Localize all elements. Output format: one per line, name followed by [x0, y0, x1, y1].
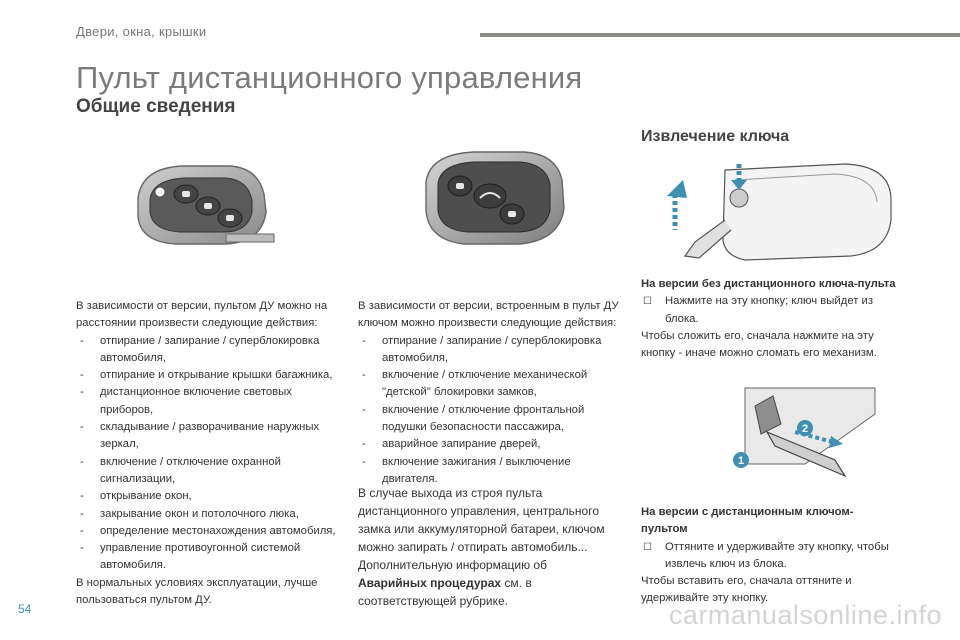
more-info-end: см. в соответствующей рубрике.	[358, 576, 532, 608]
key-eject-image	[655, 160, 895, 265]
block2-step	[641, 539, 899, 574]
middle-failure-block	[358, 484, 626, 610]
block2-step-text: Оттяните и удерживайте эту кнопку, чтобы извлечь ключ из блока.	[665, 540, 889, 570]
list-item: - включение зажигания / выключение двигателя.	[358, 454, 626, 489]
middle-column	[358, 298, 626, 488]
list-item: - управление противоугонной системой автомобиля.	[76, 540, 338, 575]
key-removal-heading: Извлечение ключа	[641, 128, 790, 145]
more-info-text: Дополнительную информацию об	[358, 558, 547, 572]
header-rule	[480, 33, 960, 37]
block2-note: Чтобы вставить его, сначала оттяните и удерживайте эту кнопку.	[641, 575, 852, 605]
remote-key-image-simple	[130, 160, 290, 255]
checkbox-icon: ☐	[643, 541, 652, 553]
list-item: - аварийное запирание дверей,	[358, 436, 626, 453]
list-item: - включение / отключение охранной сигнализации,	[76, 454, 338, 489]
page-subtitle: Общие сведения	[76, 96, 236, 117]
checkbox-icon: ☐	[643, 296, 652, 308]
list-item: - дистанционное включение световых приборов,	[76, 384, 338, 419]
list-item: - открывание окон,	[76, 488, 338, 505]
middle-intro: В зависимости от версии, встроенным в пульт ДУ ключом можно произвести следующие действия:	[358, 300, 619, 330]
list-item: - отпирание / запирание / суперблокировка автомобиля,	[358, 333, 626, 368]
page-number: 54	[18, 602, 32, 616]
list-item: - отпирание / запирание / суперблокировка автомобиля,	[76, 333, 338, 368]
more-info-line	[358, 556, 626, 574]
badge-1: 1	[737, 455, 745, 467]
list-item: - отпирание и открывание крышки багажника,	[76, 367, 338, 384]
block1-note: Чтобы сложить его, сначала нажмите на эту кнопку - иначе можно сломать его механизм.	[641, 329, 877, 360]
emergency-procedures-ref: Аварийных процедурах	[358, 576, 502, 590]
right-block-1	[641, 276, 899, 362]
badge-2: 2	[801, 423, 809, 435]
list-item: - складывание / разворачивание наружных зеркал,	[76, 419, 338, 454]
list-item: - включение / отключение механической "детской" блокировки замков,	[358, 367, 626, 402]
more-info-ref	[358, 574, 626, 610]
block1-heading: На версии без дистанционного ключа-пульта	[641, 278, 896, 290]
section-header: Двери, окна, крышки	[76, 24, 207, 39]
block2-heading: На версии с дистанционным ключом-пультом	[641, 506, 854, 536]
left-column	[76, 298, 338, 609]
block1-step-text: Нажмите на эту кнопку; ключ выйдет из блока.	[665, 295, 874, 325]
failure-text: В случае выхода из строя пульта дистанционного управления, центрального замка или аккумуляторной батареи, ключом можно запирать / отпирать автомобиль...	[358, 486, 605, 554]
left-outro: В нормальных условиях эксплуатации, лучше пользоваться пультом ДУ.	[76, 576, 318, 607]
key-extract-image	[715, 384, 885, 484]
right-block-2	[641, 504, 899, 608]
list-item: - включение / отключение фронтальной подушки безопасности пассажира,	[358, 402, 626, 437]
watermark: carmanualsonline.info	[668, 600, 942, 630]
list-item: - определение местонахождения автомобиля,	[76, 523, 338, 540]
list-item: - закрывание окон и потолочного люка,	[76, 506, 338, 523]
block1-step	[641, 293, 899, 328]
left-intro: В зависимости от версии, пультом ДУ можно на расстоянии произвести следующие действия:	[76, 300, 328, 330]
remote-key-image-trunk	[416, 148, 576, 258]
page-title: Пульт дистанционного управления	[76, 60, 583, 95]
